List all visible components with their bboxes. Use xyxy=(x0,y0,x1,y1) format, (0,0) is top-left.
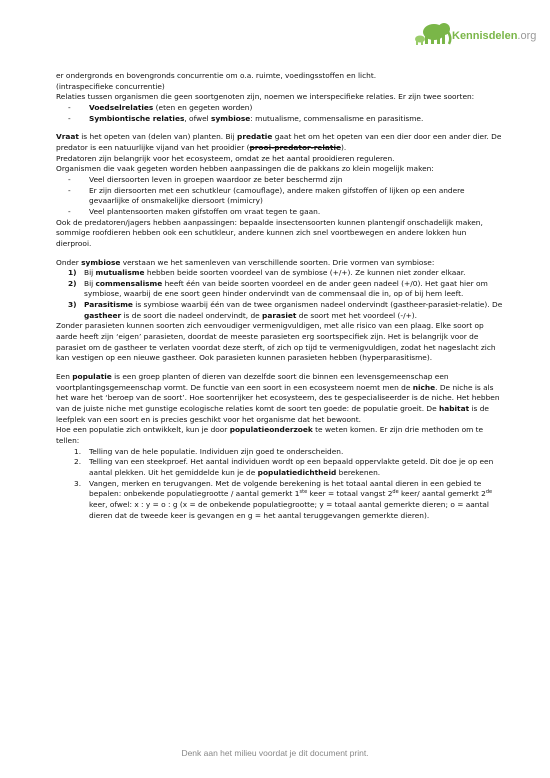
paragraph: (intraspecifieke concurrentie) xyxy=(56,81,165,91)
list-item: - Veel plantensoorten maken gifstoffen om vraat tegen te gaan. xyxy=(68,206,321,216)
elephant-icon xyxy=(412,18,452,50)
list-item: 2) Bij commensalisme heeft één van beide soorten voordeel en de ander geen nadeel (+/0). Het gaat hier om symbiose, waarbij de ene soort geen hinder ondervindt van de commensaal die in, op of bij hem leeft. xyxy=(68,278,488,299)
list-item: 3. Vangen, merken en terugvangen. Met de volgende berekening is het totaal aantal dieren in een gebied te bepalen: onbekende populatiegrootte / aantal gemerkt 1ste keer = totaal vangst 2de keer/ aantal gemerkt 2de keer, ofwel: x : y = o : g (x = de onbekende populatiegrootte; y = totaal aantal gemerkte dieren; o = aantal dieren dat de tweede keer is gevangen en g = het aantal teruggevangen gemerkte dieren). xyxy=(74,478,493,520)
kennisdelen-logo[interactable] xyxy=(412,18,537,50)
list-item: 1) Bij mutualisme hebben beide soorten voordeel van de symbiose (+/+). Ze kunnen niet zonder elkaar. xyxy=(68,268,466,278)
list-item: 3) Parasitisme is symbiose waarbij één van de twee organismen nadeel ondervindt (gastheer-parasiet-relatie). De gastheer is de soort die nadeel ondervindt, de parasiet de soort met het voordeel (-/+). xyxy=(68,300,503,320)
paragraph: Een populatie is een groep planten of dieren van dezelfde soort die binnen een levensgemeenschap een voortplantingsgemeenschap vormt. De functie van een soort in een ecosysteem noemt men de niche. De niche is als het ware het ‘beroep van de soort’. Hoe soortenrijker het ecosysteem, des te gespecialiseerder is de niche. Het hebben van de juiste niche met gunstige ecologische relaties komt de soort ten goede: de populatie groeit. De habitat is de leefplek van een soort en is precies geschikt voor het organisme dat het bewoont. xyxy=(56,372,500,424)
paragraph: Relaties tussen organismen die geen soortgenoten zijn, noemen we interspecifieke relaties. Er zijn twee soorten: xyxy=(56,92,475,102)
list-item: 2. Telling van een steekproef. Het aantal individuen wordt op een bepaald oppervlakte geteld. Dit doe je op een aantal plekken. Uit het gemiddelde kun je de populatiedichtheid berekenen. xyxy=(74,457,494,477)
list-item: - Voedselrelaties (eten en gegeten worden) xyxy=(68,102,253,112)
paragraph: Onder symbiose verstaan we het samenleven van verschillende soorten. Drie vormen van symbiose: xyxy=(56,257,435,267)
list-item: 1. Telling van de hele populatie. Individuen zijn goed te onderscheiden. xyxy=(74,446,344,456)
document-body xyxy=(56,71,504,521)
paragraph: er ondergronds en bovengronds concurrentie om o.a. ruimte, voedingsstoffen en licht. xyxy=(56,71,377,80)
paragraph: Vraat is het opeten van (delen van) planten. Bij predatie gaat het om het opeten van een dier door een ander dier. De predator is een natuurlijke vijand van het prooidier (prooi-predator-relatie). xyxy=(56,132,502,152)
paragraph: Ook de predatoren/jagers hebben aanpassingen: bepaalde insectensoorten kunnen plantengif onschadelijk maken, sommige roofdieren hebben ook een schutkleur, andere kunnen zich snel voortbewegen en andere lokken hun dierprooi. xyxy=(56,217,483,248)
list-item: - Er zijn diersoorten met een schutkleur (camouflage), andere maken gifstoffen of lijken op een andere gevaarlijke of onsmakelijke diersoort (mimicry) xyxy=(68,185,465,206)
list-item: - Symbiontische relaties, ofwel symbiose: mutualisme, commensalisme en parasitisme. xyxy=(68,113,424,123)
paragraph: Zonder parasieten kunnen soorten zich eenvoudiger vermenigvuldigen, met alle risico van een plaag. Elke soort op aarde heeft zijn ‘eigen’ parasieten, doordat de meeste parasieten erg soortspecifiek zijn. Het is belangrijk voor de parasiet om de gastheer te verlaten voordat deze sterft, of zich op tijd te vermenigvuldigen, zodat het nageslacht zich kan vestigen op een nieuwe gastheer. Ook parasieten kunnen parasieten hebben (hyperparasitisme). xyxy=(56,321,496,363)
paragraph: Predatoren zijn belangrijk voor het ecosysteem, omdat ze het aantal prooidieren reguleren. xyxy=(56,153,395,163)
paragraph: Hoe een populatie zich ontwikkelt, kun je door populatieonderzoek te weten komen. Er zijn drie methoden om te tellen: xyxy=(56,425,484,445)
list-item: - Veel diersoorten leven in groepen waardoor ze beter beschermd zijn xyxy=(68,174,343,184)
logo-text: Kennisdelen.org xyxy=(452,30,537,42)
footer-note: Denk aan het milieu voordat je dit document print. xyxy=(181,748,369,758)
paragraph: Organismen die vaak gegeten worden hebben aanpassingen die de pakkans zo klein mogelijk maken: xyxy=(56,164,434,174)
